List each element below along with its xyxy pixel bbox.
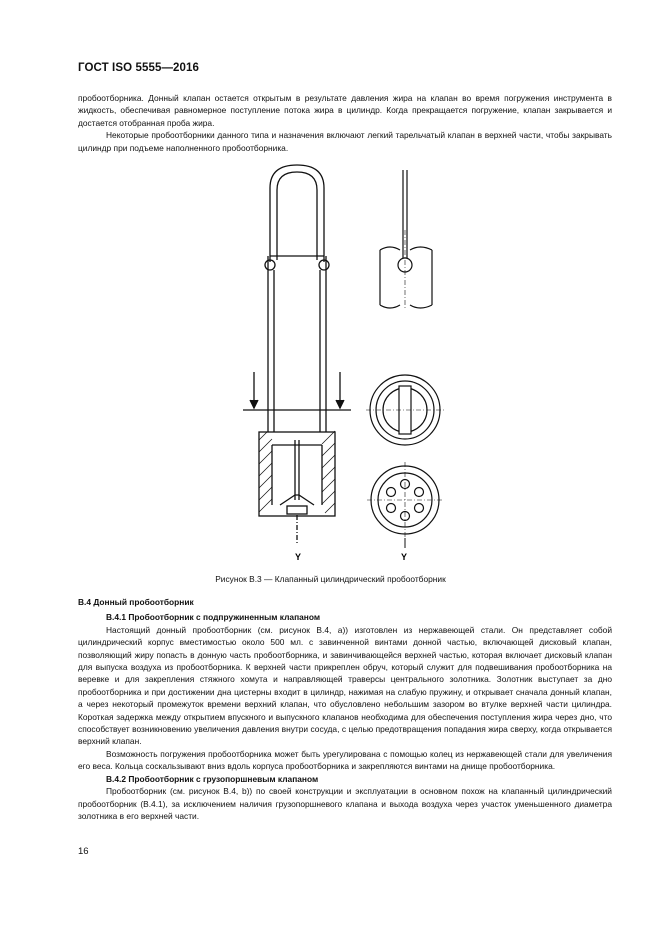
valve-disc [280,495,314,505]
hoop-inner [277,172,317,260]
document-header: ГОСТ ISO 5555—2016 [78,62,200,74]
intro-paragraph-2: Некоторые пробоотборники данного типа и назначения включают легкий тарельчатый клапан в верхней части, чтобы закрывать цилиндр при подъеме наполненного пробоотборника. [78,130,612,153]
hoop-outer [270,165,324,262]
section-b41-paragraph-2: Возможность погружения пробоотборника может быть урегулирована с помощью колец из нержавеющей стали для увеличения его веса. Кольца соскальзывают вниз вдоль корпуса пробоотборника и закрепляются винтами на днище пробоотборника. [78,748,612,772]
section-b41-title: В.4.1 Пробоотборник с подпружиненным клапаном [106,612,321,623]
section-label-left: Y [295,552,302,562]
section-b42-paragraph-1: Пробоотборник (см. рисунок В.4, b)) по своей конструкции и эксплуатации в основном похож на клапанный цилиндрический пробоотборник (В.4.1), за исключением наличия грузопоршневого клапана и выхода воздуха через участок уменьшенного диаметра золотника в его верхней части. [78,786,612,821]
section-b4-title: В.4 Донный пробоотборник [78,597,194,607]
section-b41-paragraph-1: Настоящий донный пробоотборник (см. рисунок В.4, а)) изготовлен из нержавеющей стали. Он представляет собой цилиндрический корпус вместимостью около 500 мл. с завинченной винтами донной частью, включающей дисковый клапан, позволяющий жиру попасть в донную часть пробоотборника, и завинчивающейся верхней частью, которая включает дисковый клапан для выпуска воздуха из пробоотборника. К верхней части прикреплен обруч, который служит для подвешивания пробоотборника на веревке и для закрепления стяжного хомута и направляющей траверсы центрального золотника. Золотник выступает за дно пробоотборника и при достижении дна цистерны входит в цилиндр, нажимая на слабую пружину, и открывает сначала донный клапан, а через некоторый промежуток времени верхний клапан, что обусловлено небольшим зазором во втулке верхней части цилиндра. Короткая задержка между открытием впускного и выпускного клапанов необходима для обеспечения поступления жира через дно, что способствует возникновению увеличения давления внутри сосуда, с целью предотвращения попадания жира сверху, когда открывается верхний клапан. [78,624,612,747]
section-b4 [78,596,612,822]
detail-section-holes [367,462,443,548]
figure-caption: Рисунок В.3 — Клапанный цилиндрический пробоотборник [215,574,446,584]
intro-paragraph-1: пробоотборника. Донный клапан остается открытым в результате давления жира на клапан во время погружения инструмента в жидкость, обеспечивая равномерное поступление потока жира в цилиндр. Когда прекращается погружение, клапан закрывается и достается отобранная проба жира. [78,93,612,128]
page-number: 16 [78,846,89,857]
section-label-right: Y [401,552,408,562]
detail-top-view [380,170,432,310]
section-b42-title: В.4.2 Пробоотборник с грузопоршневым клапаном [106,773,319,784]
detail-section-valve [366,375,444,445]
